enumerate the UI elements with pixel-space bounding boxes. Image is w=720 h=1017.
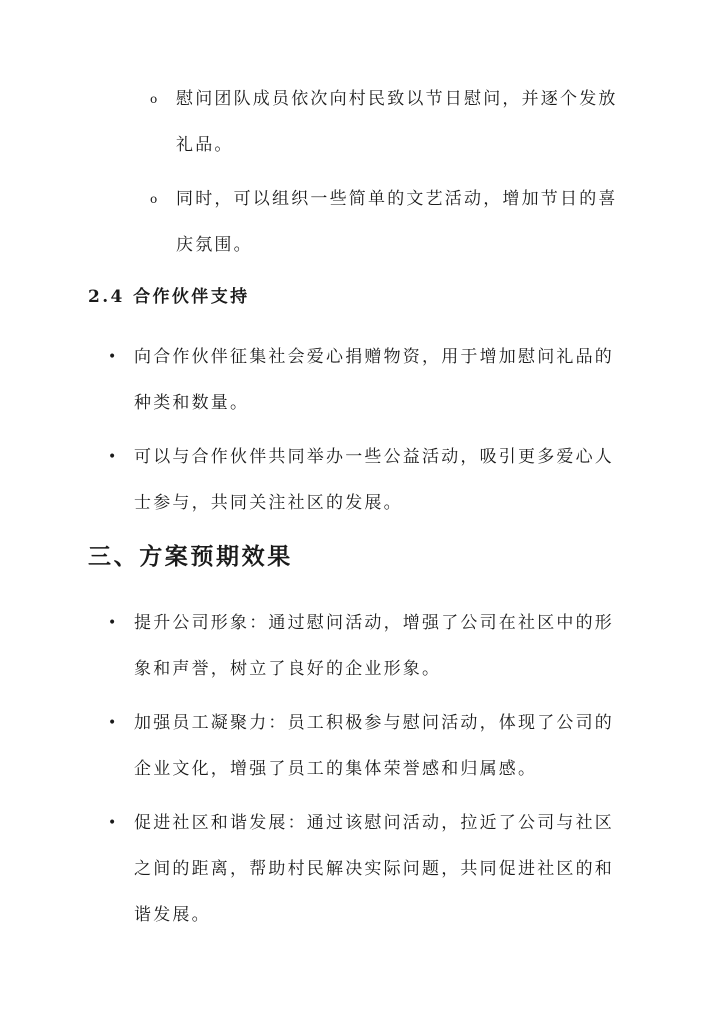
list-item [108, 600, 628, 692]
section-heading-2-4: 2.4 合作伙伴支持 [88, 287, 250, 307]
sub-bullet-list [150, 76, 630, 268]
list-item [108, 800, 628, 938]
list-item [108, 434, 628, 526]
bullet-icon: • [108, 349, 119, 365]
list-item-text: 促进社区和谐发展：通过该慰问活动，拉近了公司与社区之间的距离，帮助村民解决实际问题，共同促进社区的和谐发展。 [134, 813, 614, 925]
list-item-text: 提升公司形象：通过慰问活动，增强了公司在社区中的形象和声誉，树立了良好的企业形象。 [134, 613, 614, 679]
section-2-4-list [108, 334, 628, 526]
hollow-bullet-icon: o [150, 192, 160, 206]
list-item [150, 76, 630, 168]
list-item-text: 加强员工凝聚力：员工积极参与慰问活动，体现了公司的企业文化，增强了员工的集体荣誉感和归属感。 [134, 713, 614, 779]
list-item [108, 334, 628, 426]
list-item-text: 慰问团队成员依次向村民致以节日慰问，并逐个发放礼品。 [176, 89, 618, 155]
list-item [150, 176, 630, 268]
hollow-bullet-icon: o [150, 92, 160, 106]
bullet-icon: • [108, 615, 119, 631]
section-heading-3: 三、方案预期效果 [88, 543, 293, 570]
list-item-text: 向合作伙伴征集社会爱心捐赠物资，用于增加慰问礼品的种类和数量。 [134, 347, 614, 413]
bullet-icon: • [108, 715, 119, 731]
bullet-icon: • [108, 815, 119, 831]
list-item-text: 同时，可以组织一些简单的文艺活动，增加节日的喜庆氛围。 [176, 189, 618, 255]
bullet-icon: • [108, 449, 119, 465]
section-3-list [108, 600, 628, 938]
list-item-text: 可以与合作伙伴共同举办一些公益活动，吸引更多爱心人士参与，共同关注社区的发展。 [134, 447, 614, 513]
list-item [108, 700, 628, 792]
